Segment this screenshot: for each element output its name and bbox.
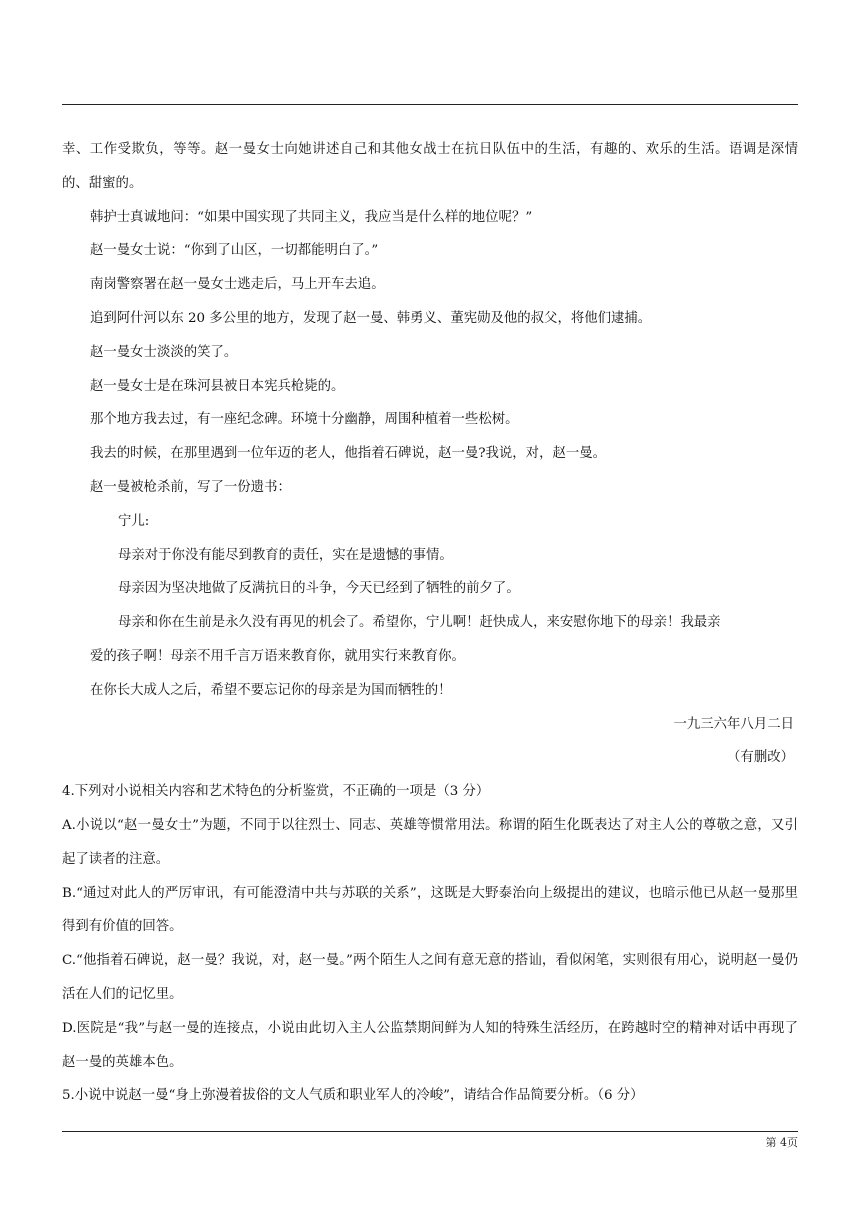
letter-line: 母亲对于你没有能尽到教育的责任，实在是遗憾的事情。 [118,547,453,563]
question-5: 5.小说中说赵一曼“身上弥漫着拔俗的文人气质和职业军人的冷峻”，请结合作品简要分析。（6 分） [62,1088,644,1104]
header-rule [62,104,798,105]
paragraph: 追到阿什河以东 20 多公里的地方，发现了赵一曼、韩勇义、董宪勋及他的叔父，将他们逮捕。 [90,310,652,326]
paragraph: 赵一曼女士是在珠河县被日本宪兵枪毙的。 [90,378,345,394]
document-body [62,133,798,1113]
option-a: A.小说以“赵一曼女士”为题，不同于以往烈士、同志、英雄等惯常用法。称谓的陌生化既表达了对主人公的尊敬之意，又引起了读者的注意。 [62,817,798,867]
paragraph: 赵一曼女士说：“你到了山区，一切都能明白了。” [90,243,379,259]
option-c: C.“他指着石碑说，赵一曼？我说，对，赵一曼。”两个陌生人之间有意无意的搭讪，看似闲笔，实则很有用心，说明赵一曼仍活在人们的记忆里。 [62,953,798,1002]
paragraph: 赵一曼女士淡淡的笑了。 [90,344,238,360]
letter-line: 母亲因为坚决地做了反满抗日的斗争，今天已经到了牺牲的前夕了。 [118,581,520,597]
paragraph: 韩护士真诚地问：“如果中国实现了共同主义，我应当是什么样的地位呢？” [90,209,533,225]
question-4: 4.下列对小说相关内容和艺术特色的分析鉴赏，不正确的一项是（3 分） [62,784,490,800]
paragraph: 我去的时候，在那里遇到一位年迈的老人，他指着石碑说，赵一曼?我说，对，赵一曼。 [90,446,607,462]
letter-salutation: 宁儿: [118,513,150,529]
paragraph: 赵一曼被枪杀前，写了一份遗书： [90,479,291,495]
paragraph: 南岗警察署在赵一曼女士逃走后，马上开车去追。 [90,277,385,293]
source-note: （有删改） [727,750,794,766]
paragraph: 幸、工作受欺负，等等。赵一曼女士向她讲述自己和其他女战士在抗日队伍中的生活，有趣的、欢乐的生活。语调是深情的、甜蜜的。 [62,142,798,191]
option-b: B.“通过对此人的严厉审讯，有可能澄清中共与苏联的关系”，这既是大野泰治向上级提出的建议，也暗示他已从赵一曼那里得到有价值的回答。 [62,885,798,935]
letter-line: 母亲和你在生前是永久没有再见的机会了。希望你，宁儿啊！赶快成人，来安慰你地下的母亲！我最亲 [118,615,721,631]
footer-rule [62,1131,798,1132]
letter-date: 一九三六年八月二日 [673,716,794,732]
option-d: D.医院是“我”与赵一曼的连接点，小说由此切入主人公监禁期间鲜为人知的特殊生活经历，在跨越时空的精神对话中再现了赵一曼的英雄本色。 [62,1020,798,1070]
page-number: 第 4页 [765,1136,798,1149]
letter-line: 爱的孩子啊！母亲不用千言万语来教育你，就用实行来教育你。 [90,648,465,664]
letter-line: 在你长大成人之后，希望不要忘记你的母亲是为国而牺牲的！ [90,682,452,698]
paragraph: 那个地方我去过，有一座纪念碑。环境十分幽静，周围种植着一些松树。 [90,412,519,428]
